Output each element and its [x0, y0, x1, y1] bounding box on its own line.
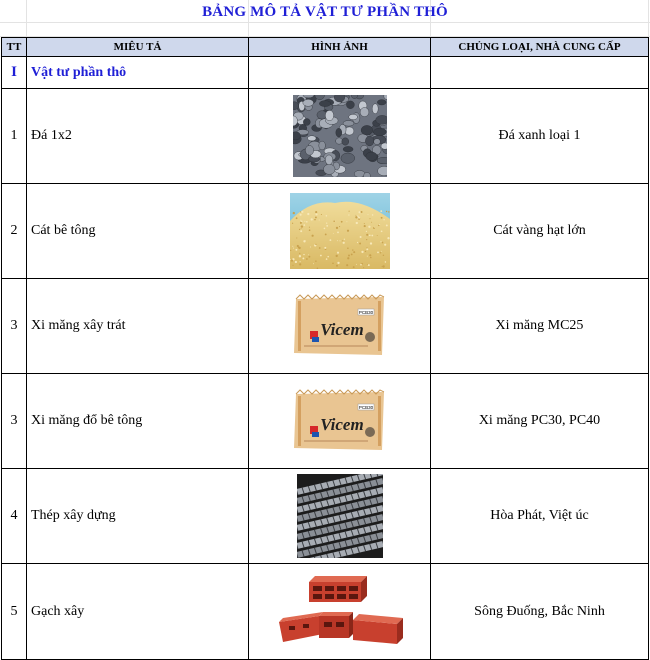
header-supplier: CHỦNG LOẠI, NHÀ CUNG CẤP: [431, 38, 649, 57]
table-header-row: [2, 38, 649, 57]
section-supplier-cell: [431, 57, 649, 89]
row-description: Đá 1x2: [27, 89, 249, 184]
row-image-cell: [249, 89, 431, 184]
cement-grade-label: PCB30: [358, 405, 373, 410]
table-row: [2, 564, 649, 660]
header-tt: TT: [2, 38, 27, 57]
row-supplier: Hòa Phát, Việt úc: [431, 469, 649, 564]
row-tt: 2: [2, 184, 27, 279]
red-bricks-image: [275, 574, 405, 650]
row-image-cell: [249, 184, 431, 279]
crushed-stone-image: [293, 95, 387, 177]
section-name: Vật tư phần thô: [27, 57, 249, 89]
row-description: Xi măng xây trát: [27, 279, 249, 374]
row-description: Xi măng đổ bê tông: [27, 374, 249, 469]
row-image-cell: [249, 279, 431, 374]
section-image-cell: [249, 57, 431, 89]
row-supplier: Sông Đuống, Bắc Ninh: [431, 564, 649, 660]
header-description: MIÊU TẢ: [27, 38, 249, 57]
row-tt: 3: [2, 279, 27, 374]
row-description: Thép xây dựng: [27, 469, 249, 564]
row-description: Gạch xây: [27, 564, 249, 660]
sheet-gridline: [0, 23, 650, 37]
table-row: [2, 469, 649, 564]
row-description: Cát bê tông: [27, 184, 249, 279]
section-number: I: [2, 57, 27, 89]
row-supplier: Xi măng PC30, PC40: [431, 374, 649, 469]
section-row: [2, 57, 649, 89]
cement-bag-image: [290, 293, 390, 359]
row-tt: 4: [2, 469, 27, 564]
table-row: [2, 374, 649, 469]
table-row: [2, 184, 649, 279]
header-image: HÌNH ẢNH: [249, 38, 431, 57]
steel-rebar-image: [297, 474, 383, 558]
row-supplier: Cát vàng hạt lớn: [431, 184, 649, 279]
row-supplier: Xi măng MC25: [431, 279, 649, 374]
cement-brand-logo: Vicem: [319, 415, 364, 434]
row-image-cell: [249, 564, 431, 660]
row-tt: 5: [2, 564, 27, 660]
page-title: BẢNG MÔ TẢ VẬT TƯ PHẦN THÔ: [202, 4, 448, 20]
sand-pile-image: [290, 193, 390, 269]
row-image-cell: [249, 469, 431, 564]
cement-bag-image: [290, 388, 390, 454]
table-row: [2, 89, 649, 184]
row-tt: 1: [2, 89, 27, 184]
cement-grade-label: PCB30: [358, 310, 373, 315]
cement-brand-logo: Vicem: [319, 320, 364, 339]
row-supplier: Đá xanh loại 1: [431, 89, 649, 184]
table-row: [2, 279, 649, 374]
row-image-cell: [249, 374, 431, 469]
row-tt: 3: [2, 374, 27, 469]
materials-table: [1, 37, 649, 660]
